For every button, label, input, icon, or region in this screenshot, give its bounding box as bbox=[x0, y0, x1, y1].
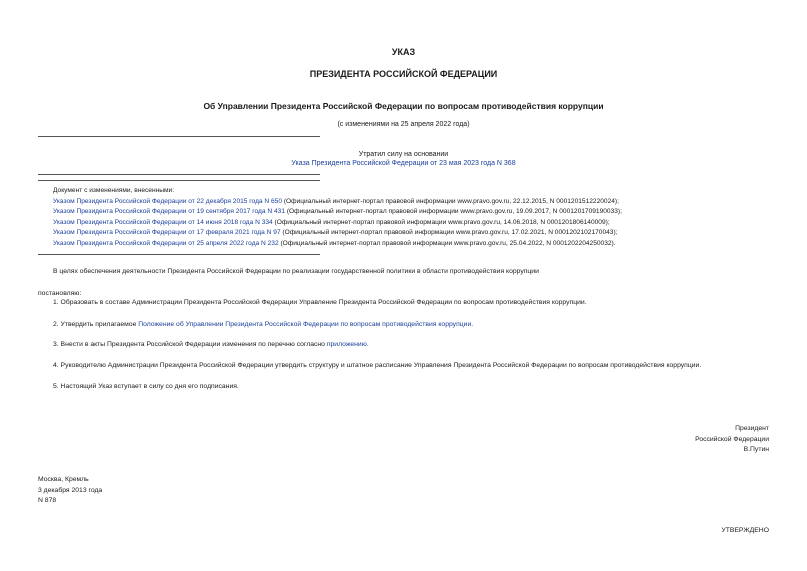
resolve-word: постановляю: bbox=[38, 290, 82, 297]
paragraph-5: 5. Настоящий Указ вступает в силу со дня его подписания. bbox=[53, 383, 239, 390]
signature-title: Президент bbox=[735, 425, 769, 432]
lost-force-link[interactable]: Указа Президента Российской Федерации от 23 мая 2023 года N 368 bbox=[291, 160, 516, 167]
signature-name: В.Путин bbox=[743, 446, 769, 454]
document-number: N 878 bbox=[38, 497, 57, 505]
signing-date: 3 декабря 2013 года bbox=[38, 486, 103, 494]
signature-country: Российской Федерации bbox=[695, 435, 769, 443]
paragraph-2-suffix: . bbox=[471, 321, 474, 328]
divider-line bbox=[38, 254, 320, 255]
amendment-link[interactable]: Указом Президента Российской Федерации от 25 апреля 2022 года N 232 bbox=[53, 239, 279, 247]
list-item bbox=[53, 218, 622, 229]
preamble: В целях обеспечения деятельности Президента Российской Федерации по реализации государственной политики в области противодействия коррупции bbox=[53, 268, 539, 275]
place-date-block bbox=[38, 475, 102, 507]
divider-line bbox=[38, 174, 320, 175]
paragraph-1: 1. Образовать в составе Администрации Президента Российской Федерации Управление Президента Российской Федерации по вопросам противодействия коррупции. bbox=[53, 299, 587, 306]
list-item bbox=[53, 228, 622, 239]
divider-line bbox=[38, 180, 320, 181]
lost-force-text: Утратил силу на основании bbox=[358, 151, 449, 158]
regulation-link[interactable]: Положение об Управлении Президента Российской Федерации по вопросам противодействия коррупции bbox=[138, 321, 472, 328]
paragraph-3-prefix: 3. Внести в акты Президента Российской Федерации изменения по перечню согласно bbox=[53, 341, 327, 348]
document-subject: Об Управлении Президента Российской Федерации по вопросам противодействия коррупции bbox=[203, 101, 604, 111]
changes-list bbox=[53, 186, 622, 250]
amendment-source: (Официальный интернет-портал правовой информации www.pravo.gov.ru, 17.02.2021, N 0001202102170043); bbox=[280, 229, 618, 237]
list-item bbox=[53, 207, 622, 218]
amendment-source: (Официальный интернет-портал правовой информации www.pravo.gov.ru, 14.06.2018, N 0001201806140009); bbox=[272, 218, 610, 226]
amendment-link[interactable]: Указом Президента Российской Федерации от 14 июня 2018 года N 334 bbox=[53, 218, 273, 226]
amendments-note: (с изменениями на 25 апреля 2022 года) bbox=[337, 121, 470, 128]
list-item bbox=[53, 197, 622, 208]
changes-intro: Документ с изменениями, внесенными: bbox=[53, 187, 175, 194]
amendment-link[interactable]: Указом Президента Российской Федерации от 19 сентября 2017 года N 431 bbox=[53, 208, 285, 216]
amendment-source: (Официальный интернет-портал правовой информации www.pravo.gov.ru, 22.12.2015, N 0001201512220024); bbox=[282, 197, 619, 205]
divider-line bbox=[38, 136, 320, 137]
document-type-title: УКАЗ bbox=[391, 47, 416, 57]
signature-block bbox=[695, 424, 769, 456]
paragraph-2-prefix: 2. Утвердить прилагаемое bbox=[53, 321, 139, 328]
paragraph-3-suffix: . bbox=[366, 341, 369, 348]
paragraph-4: 4. Руководителю Администрации Президента Российской Федерации утвердить структуру и штатное расписание Управления Президента Российской Федерации по вопросам противодействия коррупции. bbox=[53, 362, 702, 369]
amendment-source: (Официальный интернет-портал правовой информации www.pravo.gov.ru, 25.04.2022, N 0001202204250032). bbox=[278, 239, 616, 247]
approved-label: УТВЕРЖДЕНО bbox=[721, 527, 769, 534]
appendix-link[interactable]: приложению bbox=[326, 341, 367, 348]
paragraph-2 bbox=[53, 321, 473, 328]
list-item bbox=[53, 239, 622, 250]
paragraph-3 bbox=[53, 341, 369, 348]
issuer-title: ПРЕЗИДЕНТА РОССИЙСКОЙ ФЕДЕРАЦИИ bbox=[309, 69, 498, 79]
amendment-source: (Официальный интернет-портал правовой информации www.pravo.gov.ru, 19.09.2017, N 0001201709190033); bbox=[285, 208, 622, 216]
signing-place: Москва, Кремль bbox=[38, 476, 89, 483]
amendment-link[interactable]: Указом Президента Российской Федерации от 22 декабря 2015 года N 650 bbox=[53, 197, 283, 205]
amendment-link[interactable]: Указом Президента Российской Федерации от 17 февраля 2021 года N 97 bbox=[53, 229, 281, 237]
